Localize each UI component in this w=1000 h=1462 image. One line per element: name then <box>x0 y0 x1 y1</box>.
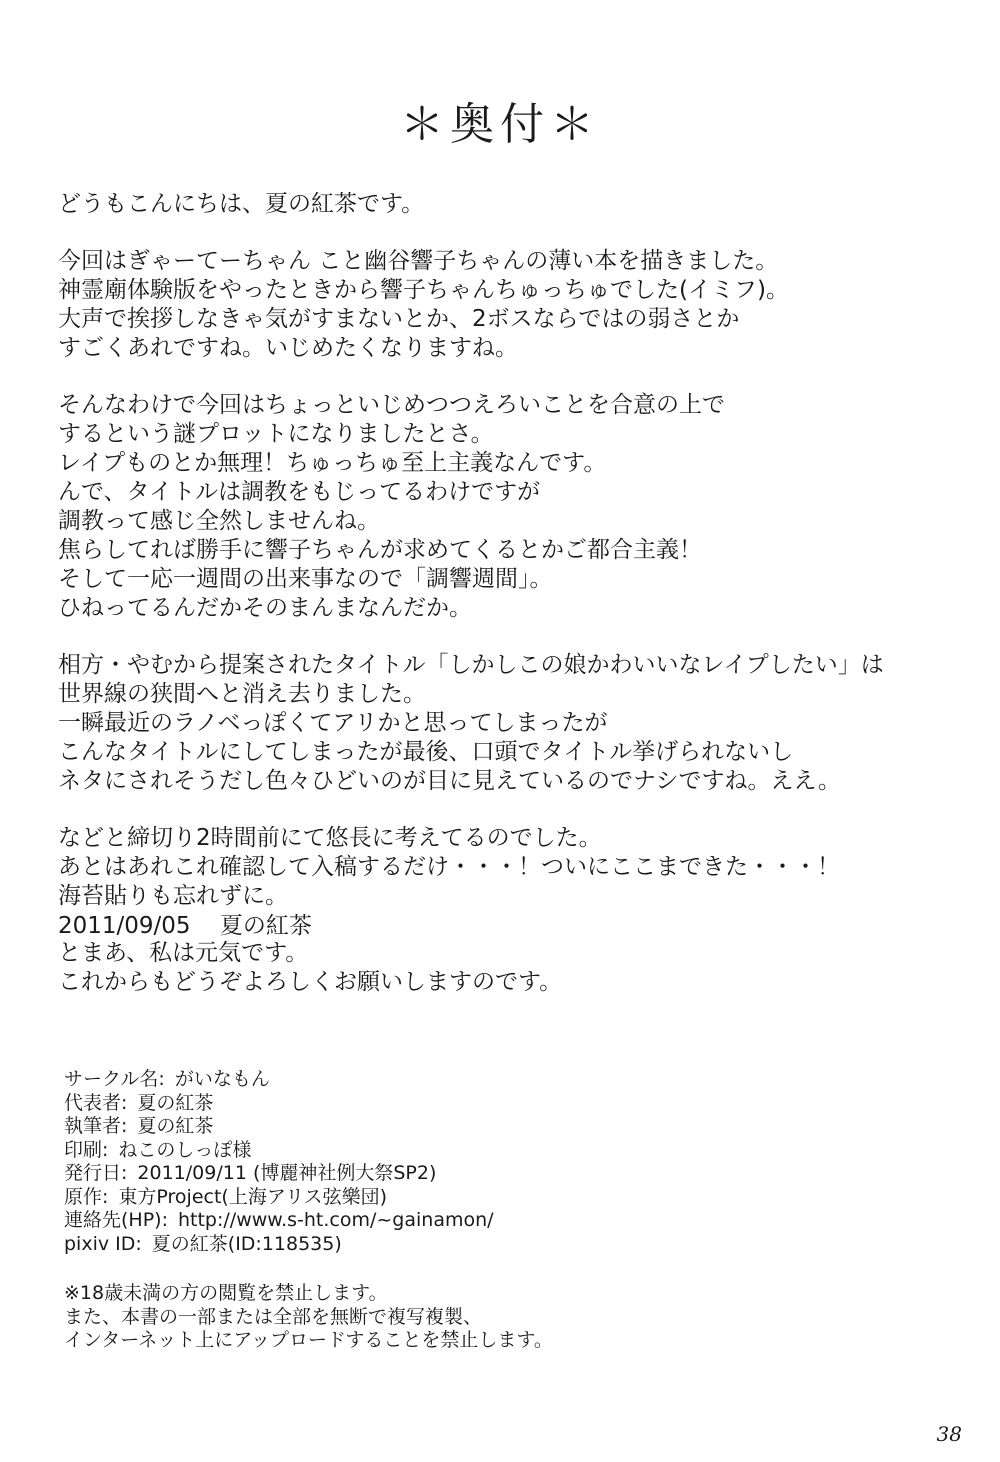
paragraph <box>58 651 938 796</box>
text-line: すごくあれですね。いじめたくなりますね。 <box>58 335 518 361</box>
text-line: するという謎プロットになりましたとさ。 <box>58 421 494 447</box>
text-line: そして一応一週間の出来事なので「調響週間」。 <box>58 566 553 592</box>
colophon-value: がいなもん <box>174 1068 270 1090</box>
colophon-label: 印刷: <box>64 1138 109 1161</box>
colophon-label: 執筆者: <box>64 1115 128 1137</box>
text-line: 世界線の狭間へと消え去りました。 <box>58 681 426 707</box>
signature-author: 夏の紅茶 <box>219 913 312 939</box>
text-line: 一瞬最近のラノベっぽくてアリかと思ってしまったが <box>58 710 608 736</box>
signature <box>58 912 334 941</box>
colophon-value: 夏の紅茶 <box>137 1091 214 1114</box>
text-line: などと締切り2時間前にて悠長に考えてるのでした。 <box>58 825 602 851</box>
text-line: あとはあれこれ確認して入稿するだけ・・・！ついにここまできた・・・！ <box>58 854 840 880</box>
colophon-row-printer <box>64 1139 924 1163</box>
colophon-label: サークル名: <box>64 1068 165 1090</box>
text-line: どうもこんにちは、夏の紅茶です。 <box>58 191 425 217</box>
colophon-value: http://www.s-ht.com/~gainamon/ <box>177 1209 494 1231</box>
colophon-value: 東方Project(上海アリス弦樂団) <box>118 1185 388 1208</box>
colophon-row-contact <box>64 1209 924 1233</box>
text-line: 大声で挨拶しなきゃ気がすまないとか、2ボスならではの弱さとか <box>58 306 740 332</box>
text-line: 焦らしてれば勝手に響子ちゃんが求めてくるとかご都合主義！ <box>58 537 702 563</box>
colophon-label: 代表者: <box>64 1091 128 1114</box>
text-line: 調教って感じ全然しませんね。 <box>58 508 380 534</box>
text-line: とまあ、私は元気です。 <box>58 940 309 966</box>
paragraph <box>58 247 938 363</box>
colophon-row-writer <box>64 1115 924 1139</box>
text-line: レイプものとか無理！ちゅっちゅ至上主義なんです。 <box>58 450 607 476</box>
text-line: んで、タイトルは調教をもじってるわけですが <box>58 479 541 505</box>
afterword-body <box>58 190 938 1025</box>
colophon-row-pixiv <box>64 1233 924 1257</box>
colophon-label: 連絡先(HP): <box>64 1209 168 1231</box>
paragraph <box>58 190 938 219</box>
notice-line: また、本書の一部または全部を無断で複写複製、 <box>64 1305 483 1328</box>
colophon-row-representative <box>64 1092 924 1116</box>
colophon-label: 原作: <box>64 1185 109 1208</box>
colophon-row-circle <box>64 1068 924 1092</box>
paragraph <box>58 391 938 623</box>
colophon-value: 夏の紅茶 <box>137 1115 214 1137</box>
colophon-label: pixiv ID: <box>64 1232 142 1255</box>
colophon-value: 夏の紅茶(ID:118535) <box>151 1232 342 1255</box>
text-line: 海苔貼りも忘れずに。 <box>58 883 288 909</box>
colophon-row-issue-date <box>64 1162 924 1186</box>
text-line: 神霊廟体験版をやったときから響子ちゃんちゅっちゅでした(イミフ)。 <box>58 277 789 303</box>
text-line: そんなわけで今回はちょっといじめつつえろいことを合意の上で <box>58 392 725 418</box>
page-number: 38 <box>936 1422 962 1446</box>
colophon-row-original-work <box>64 1186 924 1210</box>
text-line: ひねってるんだかそのまんまなんだか。 <box>58 595 472 621</box>
text-line: 今回はぎゃーてーちゃん こと幽谷響子ちゃんの薄い本を描きました。 <box>58 248 779 274</box>
colophon-label: 発行日: <box>64 1162 128 1184</box>
colophon <box>64 1068 924 1256</box>
colophon-value: 2011/09/11 (博麗神社例大祭SP2) <box>137 1162 437 1184</box>
legal-notice <box>64 1282 924 1353</box>
text-line: 相方・やむから提案されたタイトル「しかしこの娘かわいいなレイプしたい」は <box>58 652 884 678</box>
colophon-value: ねこのしっぽ様 <box>118 1138 252 1161</box>
notice-line: インターネット上にアップロードすることを禁止します。 <box>64 1329 553 1351</box>
text-line: こんなタイトルにしてしまったが最後、口頭でタイトル挙げられないし <box>58 739 794 765</box>
paragraph <box>58 939 938 997</box>
paragraph <box>58 824 938 911</box>
page-title: ＊奥付＊ <box>400 99 600 150</box>
text-line: ネタにされそうだし色々ひどいのが目に見えているのでナシですね。ええ。 <box>58 768 841 794</box>
notice-line: ※18歳未満の方の閲覧を禁止します。 <box>64 1282 388 1304</box>
signature-date: 2011/09/05 <box>58 913 191 939</box>
text-line: これからもどうぞよろしくお願いしますのです。 <box>58 969 563 995</box>
